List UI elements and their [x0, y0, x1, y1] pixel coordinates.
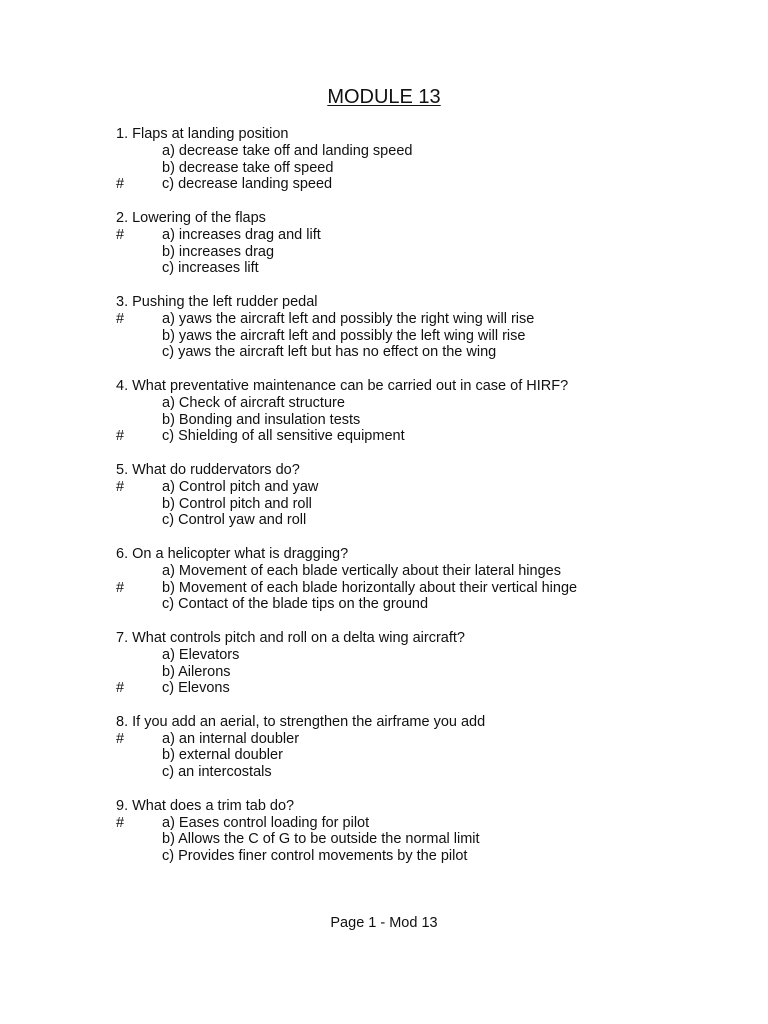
option-text: b) Control pitch and roll — [162, 495, 312, 512]
question-text: 7. What controls pitch and roll on a delta wing aircraft? — [116, 629, 465, 646]
question-text: 1. Flaps at landing position — [116, 126, 289, 142]
question-4 — [116, 378, 736, 445]
question-text: 2. Lowering of the flaps — [116, 209, 266, 226]
option-a — [116, 227, 736, 244]
option-text: a) decrease take off and landing speed — [162, 142, 413, 159]
option-c — [116, 680, 736, 697]
option-text: c) Contact of the blade tips on the ground — [162, 596, 429, 613]
question-text: 4. What preventative maintenance can be carried out in case of HIRF? — [116, 377, 569, 394]
option-text: b) Movement of each blade horizontally about their vertical hinge — [162, 579, 578, 596]
option-c — [116, 176, 736, 193]
option-text: c) Provides finer control movements by the pilot — [162, 848, 468, 865]
option-b — [116, 664, 736, 681]
question-9 — [116, 798, 736, 865]
question-6 — [116, 546, 736, 613]
option-text: a) yaws the aircraft left and possibly the right wing will rise — [162, 310, 535, 327]
question-3 — [116, 294, 736, 361]
answer-marker: # — [116, 730, 125, 747]
page-title: MODULE 13 — [327, 86, 441, 108]
option-b — [116, 831, 736, 848]
option-text: a) Check of aircraft structure — [162, 394, 345, 411]
answer-marker: # — [116, 579, 125, 596]
option-c — [116, 764, 736, 781]
answer-marker: # — [116, 814, 125, 831]
option-text: b) decrease take off speed — [162, 159, 334, 176]
option-a — [116, 311, 736, 328]
option-text: b) yaws the aircraft left and possibly the left wing will rise — [162, 327, 526, 344]
option-text: a) Control pitch and yaw — [162, 478, 319, 495]
option-text: b) increases drag — [162, 243, 275, 260]
option-text: c) Control yaw and roll — [162, 512, 307, 529]
option-text: c) yaws the aircraft left but has no effect on the wing — [162, 344, 497, 361]
question-text: 6. On a helicopter what is dragging? — [116, 545, 349, 562]
option-b — [116, 412, 736, 429]
option-a — [116, 479, 736, 496]
option-b — [116, 244, 736, 261]
option-text: c) an intercostals — [162, 764, 272, 781]
question-5 — [116, 462, 736, 529]
answer-marker: # — [116, 310, 125, 327]
question-1 — [116, 126, 736, 193]
question-text: 5. What do ruddervators do? — [116, 461, 300, 478]
option-text: c) Elevons — [162, 680, 230, 697]
option-a — [116, 815, 736, 832]
option-c — [116, 428, 736, 445]
option-b — [116, 747, 736, 764]
option-c — [116, 512, 736, 529]
option-c — [116, 260, 736, 277]
option-text: b) Allows the C of G to be outside the normal limit — [162, 831, 480, 848]
question-list — [116, 126, 736, 882]
question-7 — [116, 630, 736, 697]
option-b — [116, 160, 736, 177]
answer-marker: # — [116, 226, 125, 243]
option-b — [116, 328, 736, 345]
option-text: b) Ailerons — [162, 663, 231, 680]
option-b — [116, 580, 736, 597]
option-a — [116, 647, 736, 664]
answer-marker: # — [116, 478, 125, 495]
option-text: a) increases drag and lift — [162, 226, 321, 243]
option-text: c) Shielding of all sensitive equipment — [162, 428, 405, 445]
question-text: 8. If you add an aerial, to strengthen the airframe you add — [116, 713, 486, 730]
option-text: a) an internal doubler — [162, 730, 300, 747]
question-8 — [116, 714, 736, 781]
option-a — [116, 395, 736, 412]
option-text: c) decrease landing speed — [162, 176, 333, 193]
option-c — [116, 596, 736, 613]
option-text: c) increases lift — [162, 260, 259, 277]
option-c — [116, 344, 736, 361]
answer-marker: # — [116, 428, 125, 445]
option-text: b) external doubler — [162, 747, 283, 764]
option-a — [116, 731, 736, 748]
option-text: a) Movement of each blade vertically about their lateral hinges — [162, 562, 561, 579]
question-2 — [116, 210, 736, 277]
option-a — [116, 563, 736, 580]
question-text: 3. Pushing the left rudder pedal — [116, 293, 318, 310]
option-b — [116, 496, 736, 513]
page-footer: Page 1 - Mod 13 — [330, 915, 438, 931]
option-text: b) Bonding and insulation tests — [162, 411, 361, 428]
option-c — [116, 848, 736, 865]
option-a — [116, 143, 736, 160]
option-text: a) Elevators — [162, 646, 240, 663]
question-text: 9. What does a trim tab do? — [116, 797, 295, 814]
answer-marker: # — [116, 176, 125, 193]
answer-marker: # — [116, 680, 125, 697]
option-text: a) Eases control loading for pilot — [162, 814, 370, 831]
